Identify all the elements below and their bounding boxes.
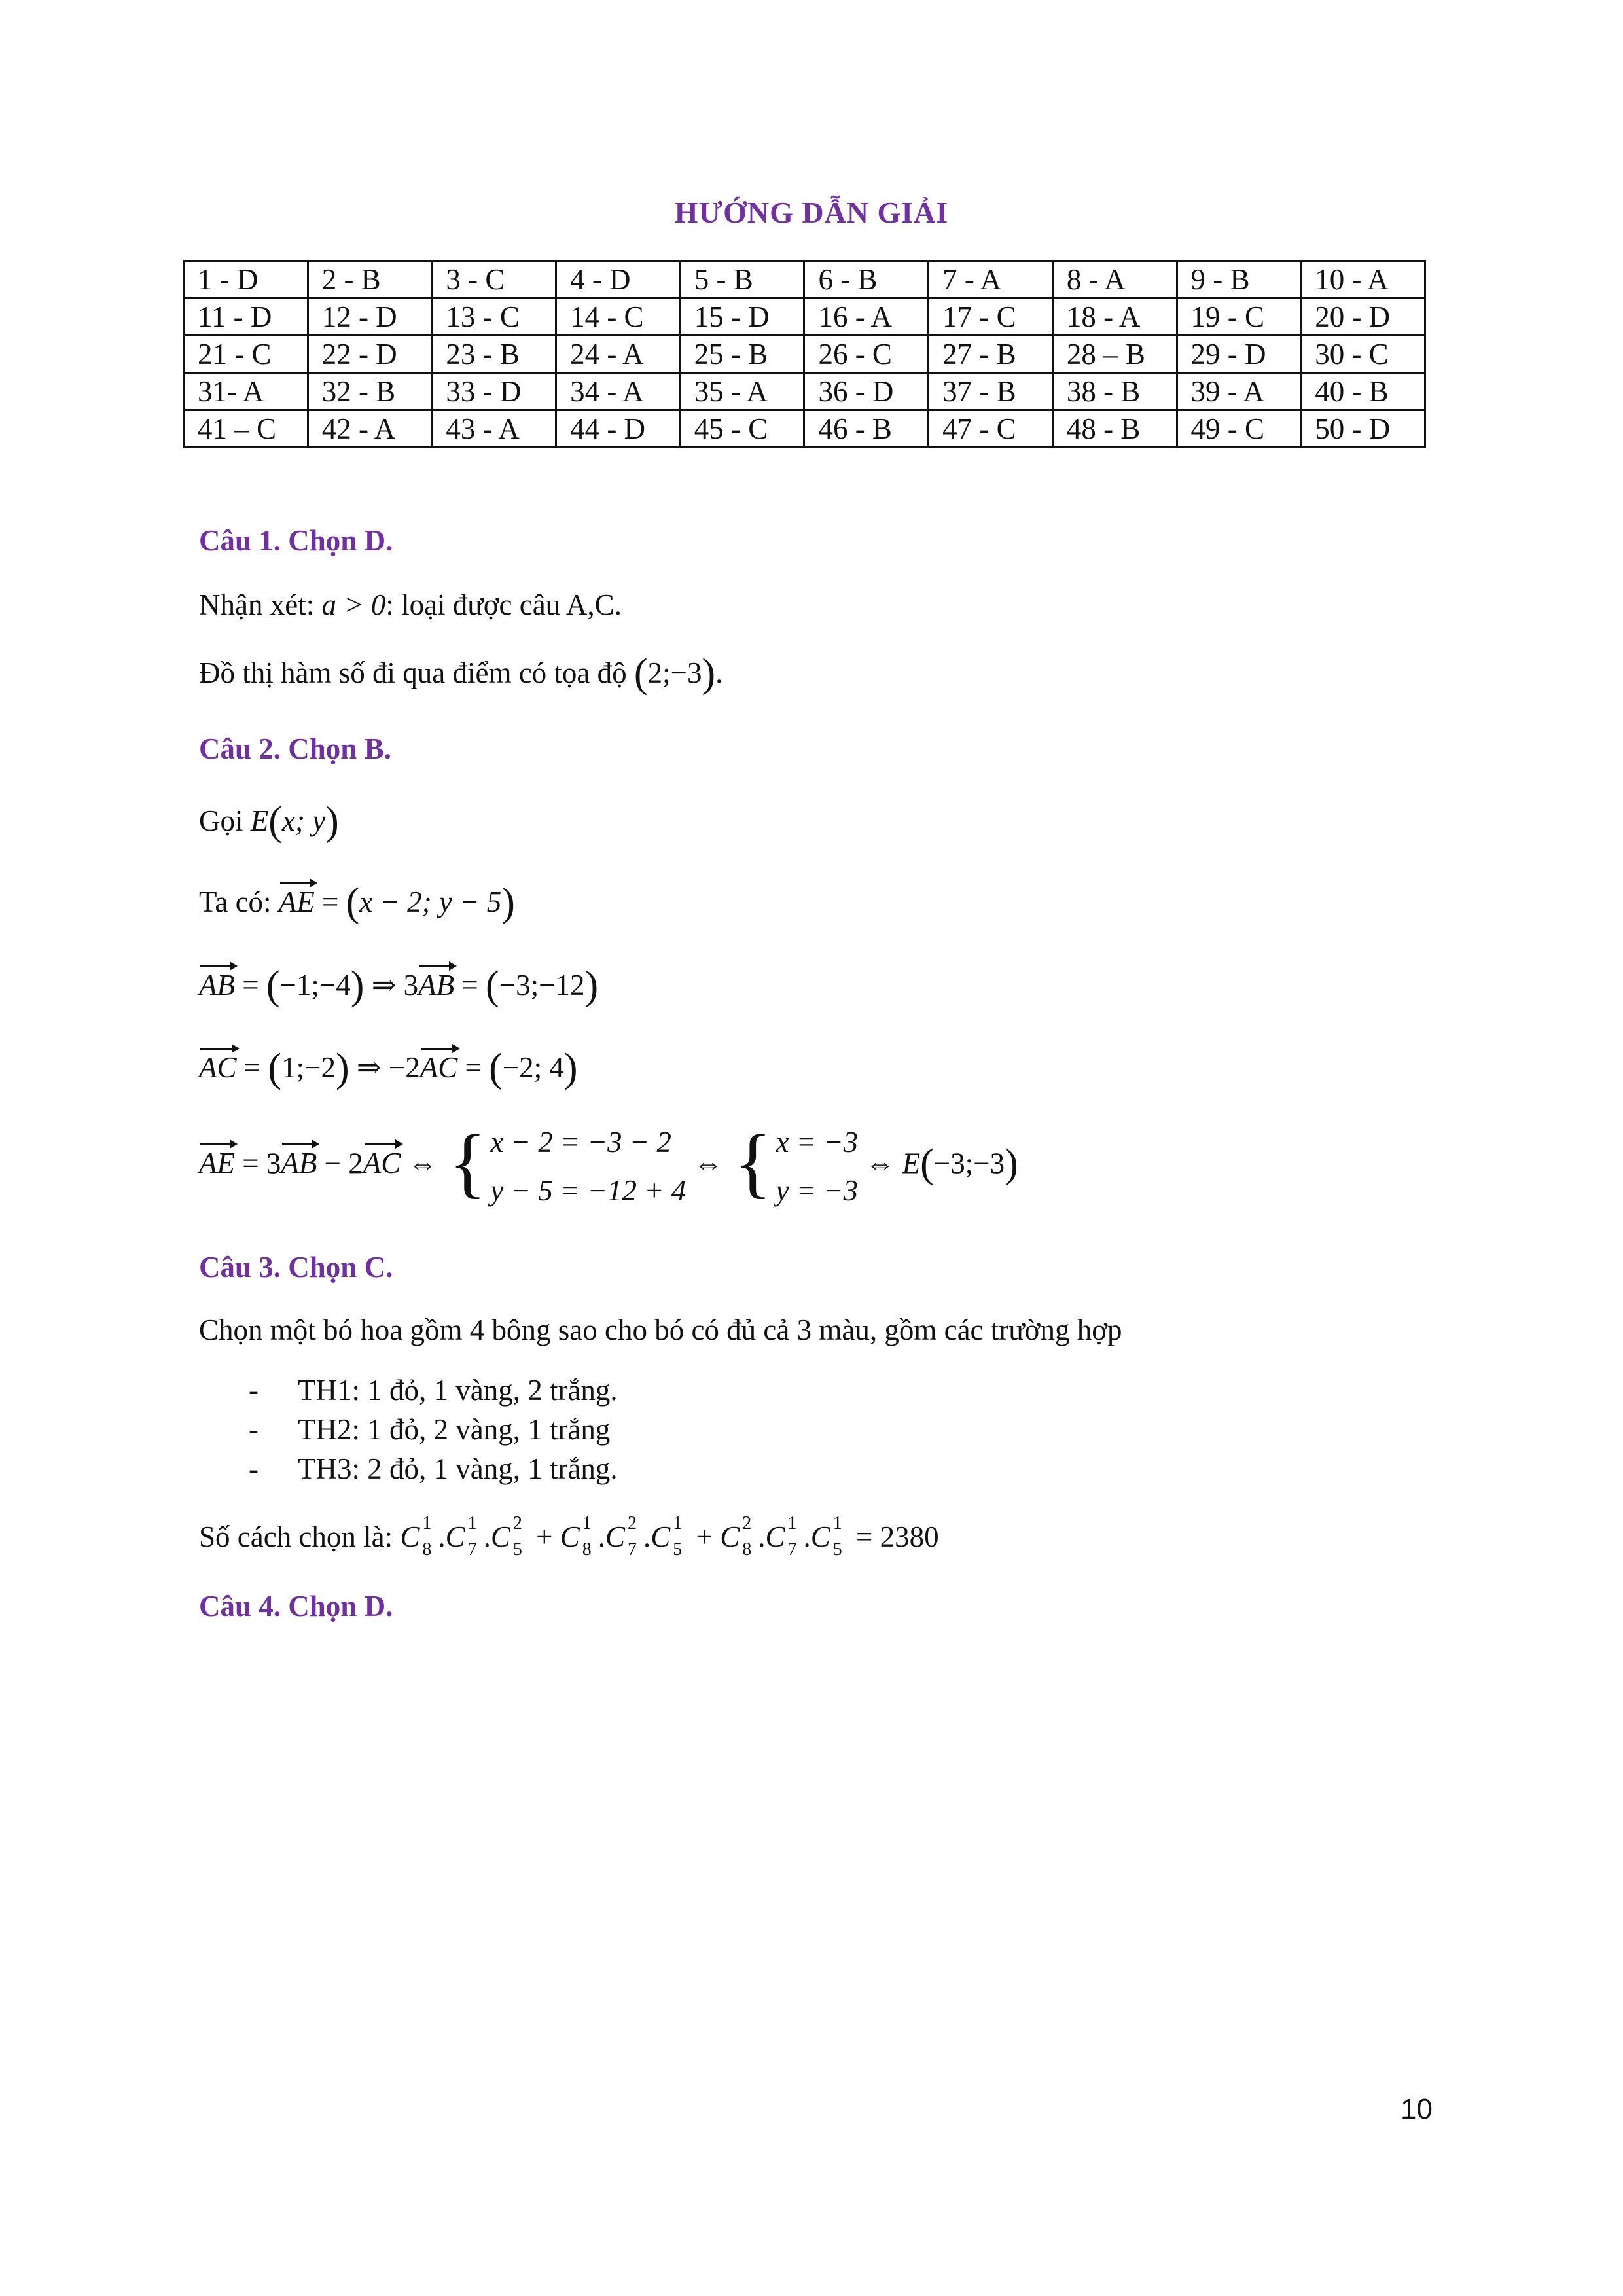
answer-cell: 25 - B xyxy=(680,336,804,373)
answer-cell: 50 - D xyxy=(1301,410,1425,448)
answer-cell: 19 - C xyxy=(1177,298,1301,336)
answer-cell: 11 - D xyxy=(184,298,308,336)
answer-cell: 39 - A xyxy=(1177,373,1301,410)
q2-e-value: −3;−3 xyxy=(933,1147,1005,1180)
answer-cell: 36 - D xyxy=(804,373,929,410)
answer-cell: 23 - B xyxy=(432,336,556,373)
answer-cell: 41 – C xyxy=(184,410,308,448)
q1-line1 xyxy=(199,588,622,622)
q2-system-1: { x − 2 = −3 − 2 y − 5 = −12 + 4 xyxy=(445,1118,687,1215)
answer-cell: 15 - D xyxy=(680,298,804,336)
answer-cell: 18 - A xyxy=(1052,298,1177,336)
q3-case-1-text: TH1: 1 đỏ, 1 vàng, 2 trắng. xyxy=(298,1374,618,1407)
answer-cell: 46 - B xyxy=(804,410,929,448)
q1-line2: Đồ thị hàm số đi qua điểm có tọa độ (2;−3). xyxy=(199,651,723,696)
answer-cell: 6 - B xyxy=(804,261,929,298)
q3-result: = 2380 xyxy=(855,1520,939,1553)
page-number: 10 xyxy=(1400,2093,1433,2125)
q2-ab: AB = (−1;−4) ⇒ 3AB = (−3;−12) xyxy=(199,963,599,1008)
q3-count-label: Số cách chọn là: xyxy=(199,1520,401,1553)
q3-case-2: - TH2: 1 đỏ, 2 vàng, 1 trắng xyxy=(249,1413,611,1446)
answer-cell: 9 - B xyxy=(1177,261,1301,298)
q3-case-3: - TH3: 2 đỏ, 1 vàng, 1 trắng. xyxy=(249,1452,618,1485)
q3-case-2-text: TH2: 1 đỏ, 2 vàng, 1 trắng xyxy=(298,1413,611,1446)
q1-line2-math: 2;−3 xyxy=(647,656,702,689)
q3-count: Số cách chọn là: C 1 8 .C 1 7 .C 2 5 + C 1 8 .C 2 7 .C 1 5 + C 2 8 .C 1 7 .C 1 5 = 2380 xyxy=(199,1513,939,1560)
q2-ae-value: x − 2; y − 5 xyxy=(359,886,502,918)
answer-cell: 2 - B xyxy=(308,261,432,298)
answer-cell: 30 - C xyxy=(1301,336,1425,373)
answer-row xyxy=(184,410,1425,448)
answer-cell: 14 - C xyxy=(556,298,681,336)
q2-taco-label: Ta có: xyxy=(199,886,279,918)
answer-cell: 1 - D xyxy=(184,261,308,298)
answer-cell: 16 - A xyxy=(804,298,929,336)
answer-cell: 38 - B xyxy=(1052,373,1177,410)
q2-sys2-top: x = −3 xyxy=(776,1126,859,1158)
answer-cell: 8 - A xyxy=(1052,261,1177,298)
answer-cell: 35 - A xyxy=(680,373,804,410)
q1-line1-suffix: : loại được câu A,C. xyxy=(385,588,622,621)
q4-heading: Câu 4. Chọn D. xyxy=(199,1590,393,1623)
q2-goi-label: Gọi xyxy=(199,804,251,837)
answer-cell: 3 - C xyxy=(432,261,556,298)
q2-ac2-value: −2; 4 xyxy=(502,1051,564,1084)
q1-line1-prefix: Nhận xét: xyxy=(199,588,322,621)
answer-cell: 24 - A xyxy=(556,336,681,373)
q1-line1-math: a > 0 xyxy=(321,588,386,621)
q3-intro: Chọn một bó hoa gồm 4 bông sao cho bó có đủ cả 3 màu, gồm các trường hợp xyxy=(199,1314,1122,1346)
answer-row xyxy=(184,261,1425,298)
answer-cell: 28 – B xyxy=(1052,336,1177,373)
answer-cell: 33 - D xyxy=(432,373,556,410)
q2-sys1-bottom: y − 5 = −12 + 4 xyxy=(490,1174,687,1207)
q3-case-3-text: TH3: 2 đỏ, 1 vàng, 1 trắng. xyxy=(298,1452,618,1485)
q2-ae: Ta có: AE = (x − 2; y − 5) xyxy=(199,880,515,925)
answer-cell: 34 - A xyxy=(556,373,681,410)
answer-cell: 29 - D xyxy=(1177,336,1301,373)
q1-line2-prefix: Đồ thị hàm số đi qua điểm có tọa độ xyxy=(199,656,634,689)
answer-key-table xyxy=(183,260,1426,448)
answer-cell: 40 - B xyxy=(1301,373,1425,410)
q3-heading: Câu 3. Chọn C. xyxy=(199,1251,393,1283)
answer-row xyxy=(184,373,1425,410)
answer-cell: 49 - C xyxy=(1177,410,1301,448)
q2-goi: Gọi E(x; y) xyxy=(199,799,339,844)
answer-cell: 10 - A xyxy=(1301,261,1425,298)
q2-ac-value: 1;−2 xyxy=(281,1051,336,1084)
answer-cell: 21 - C xyxy=(184,336,308,373)
answer-cell: 4 - D xyxy=(556,261,681,298)
answer-cell: 27 - B xyxy=(929,336,1053,373)
q2-ab-value: −1;−4 xyxy=(279,969,351,1001)
answer-cell: 37 - B xyxy=(929,373,1053,410)
answer-cell: 12 - D xyxy=(308,298,432,336)
answer-cell: 7 - A xyxy=(929,261,1053,298)
answer-cell: 32 - B xyxy=(308,373,432,410)
answer-cell: 26 - C xyxy=(804,336,929,373)
page-title: HƯỚNG DẪN GIẢI xyxy=(674,196,949,229)
answer-row xyxy=(184,336,1425,373)
answer-cell: 31- A xyxy=(184,373,308,410)
answer-cell: 45 - C xyxy=(680,410,804,448)
q1-line2-suffix: . xyxy=(715,656,723,689)
q2-system-2: { x = −3 y = −3 xyxy=(730,1118,858,1215)
answer-cell: 44 - D xyxy=(556,410,681,448)
q2-heading: Câu 2. Chọn B. xyxy=(199,732,391,765)
answer-cell: 47 - C xyxy=(929,410,1053,448)
answer-cell: 17 - C xyxy=(929,298,1053,336)
answer-cell: 20 - D xyxy=(1301,298,1425,336)
answer-row xyxy=(184,298,1425,336)
answer-cell: 13 - C xyxy=(432,298,556,336)
q2-ab3-value: −3;−12 xyxy=(499,969,585,1001)
answer-cell: 5 - B xyxy=(680,261,804,298)
q2-system: AE = 3AB − 2AC ⇔ { x − 2 = −3 − 2 y − 5 = −12 + 4 ⇔ { x = −3 y = −3 ⇔ E(−3;−3) xyxy=(199,1118,1018,1215)
answer-cell: 48 - B xyxy=(1052,410,1177,448)
answer-cell: 22 - D xyxy=(308,336,432,373)
answer-cell: 42 - A xyxy=(308,410,432,448)
q1-heading: Câu 1. Chọn D. xyxy=(199,524,393,557)
answer-cell: 43 - A xyxy=(432,410,556,448)
q2-ac: AC = (1;−2) ⇒ −2AC = (−2; 4) xyxy=(199,1046,578,1090)
q2-sys2-bottom: y = −3 xyxy=(776,1174,859,1207)
q3-case-1: - TH1: 1 đỏ, 1 vàng, 2 trắng. xyxy=(249,1374,618,1407)
q2-sys1-top: x − 2 = −3 − 2 xyxy=(490,1126,671,1158)
